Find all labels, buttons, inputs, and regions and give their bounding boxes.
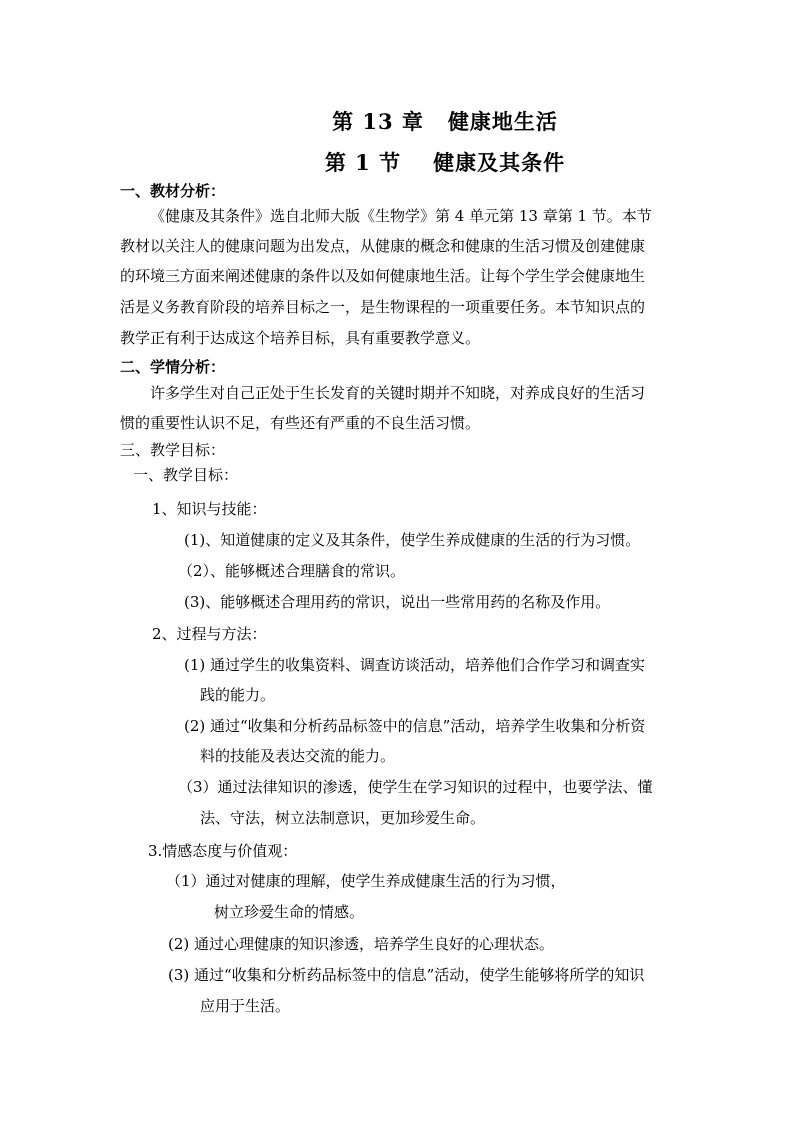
- heading-student-analysis: 二、学情分析：: [120, 358, 226, 376]
- heading-textbook-analysis: 一、教材分析：: [120, 182, 226, 200]
- paragraph-line: 教材以关注人的健康问题为出发点，从健康的概念和健康的生活习惯及创建健康: [120, 237, 646, 255]
- heading-knowledge-skills: 1、知识与技能：: [152, 500, 267, 518]
- paragraph-line: 活是义务教育阶段的培养目标之一，是生物课程的一项重要任务。本节知识点的: [120, 298, 646, 316]
- list-item: （2）、能够概述合理膳食的常识。: [178, 562, 406, 580]
- list-item-continuation: 料的技能及表达交流的能力。: [200, 747, 396, 765]
- heading-teaching-goals: 三、教学目标：: [120, 441, 226, 459]
- section-number: 第 1 节: [324, 150, 402, 175]
- paragraph-line: 许多学生对自己正处于生长发育的关键时期并不知晓，对养成良好的生活习: [150, 384, 646, 402]
- section-title: [0, 147, 794, 177]
- list-item: (2) 通过“收集和分析药品标签中的信息”活动，培养学生收集和分析资: [184, 717, 646, 735]
- list-item: （3）通过法律知识的渗透，使学生在学习知识的过程中，也要学法、懂: [178, 778, 653, 796]
- subheading-teaching-goals: 一、教学目标：: [133, 466, 239, 484]
- list-item: (1)、知道健康的定义及其条件，使学生养成健康的生活的行为习惯。: [184, 531, 641, 549]
- paragraph-line: 惯的重要性认识不足，有些还有严重的不良生活习惯。: [120, 414, 481, 432]
- chapter-name: 健康地生活: [447, 109, 558, 134]
- list-item: (3) 通过“收集和分析药品标签中的信息”活动，使学生能够将所学的知识: [168, 966, 645, 984]
- paragraph-line: 的环境三方面来阐述健康的条件以及如何健康地生活。让每个学生学会健康地生: [120, 267, 646, 285]
- list-item: (1) 通过学生的收集资料、调查访谈活动，培养他们合作学习和调查实: [184, 656, 646, 674]
- list-item-continuation: 法、守法，树立法制意识，更加珍爱生命。: [200, 809, 486, 827]
- paragraph-line: 《健康及其条件》选自北师大版《生物学》第 4 单元第 13 章第 1 节。本节: [150, 207, 652, 225]
- section-name: 健康及其条件: [433, 150, 566, 175]
- heading-process-methods: 2、过程与方法：: [152, 625, 267, 643]
- paragraph-line: 教学正有利于达成这个培养目标，具有重要教学意义。: [120, 329, 481, 347]
- list-item: （1）通过对健康的理解，使学生养成健康生活的行为习惯，: [166, 872, 566, 890]
- list-item: (3)、能够概述合理用药的常识，说出一些常用药的名称及作用。: [184, 593, 611, 611]
- list-item-continuation: 应用于生活。: [200, 997, 291, 1015]
- chapter-title: [0, 106, 794, 136]
- list-item-continuation: 树立珍爱生命的情感。: [214, 903, 365, 921]
- heading-emotion-values: 3.情感态度与价值观：: [148, 842, 298, 860]
- list-item-continuation: 践的能力。: [200, 686, 276, 704]
- list-item: (2) 通过心理健康的知识渗透，培养学生良好的心理状态。: [168, 935, 555, 953]
- chapter-number: 第 13 章: [332, 109, 424, 134]
